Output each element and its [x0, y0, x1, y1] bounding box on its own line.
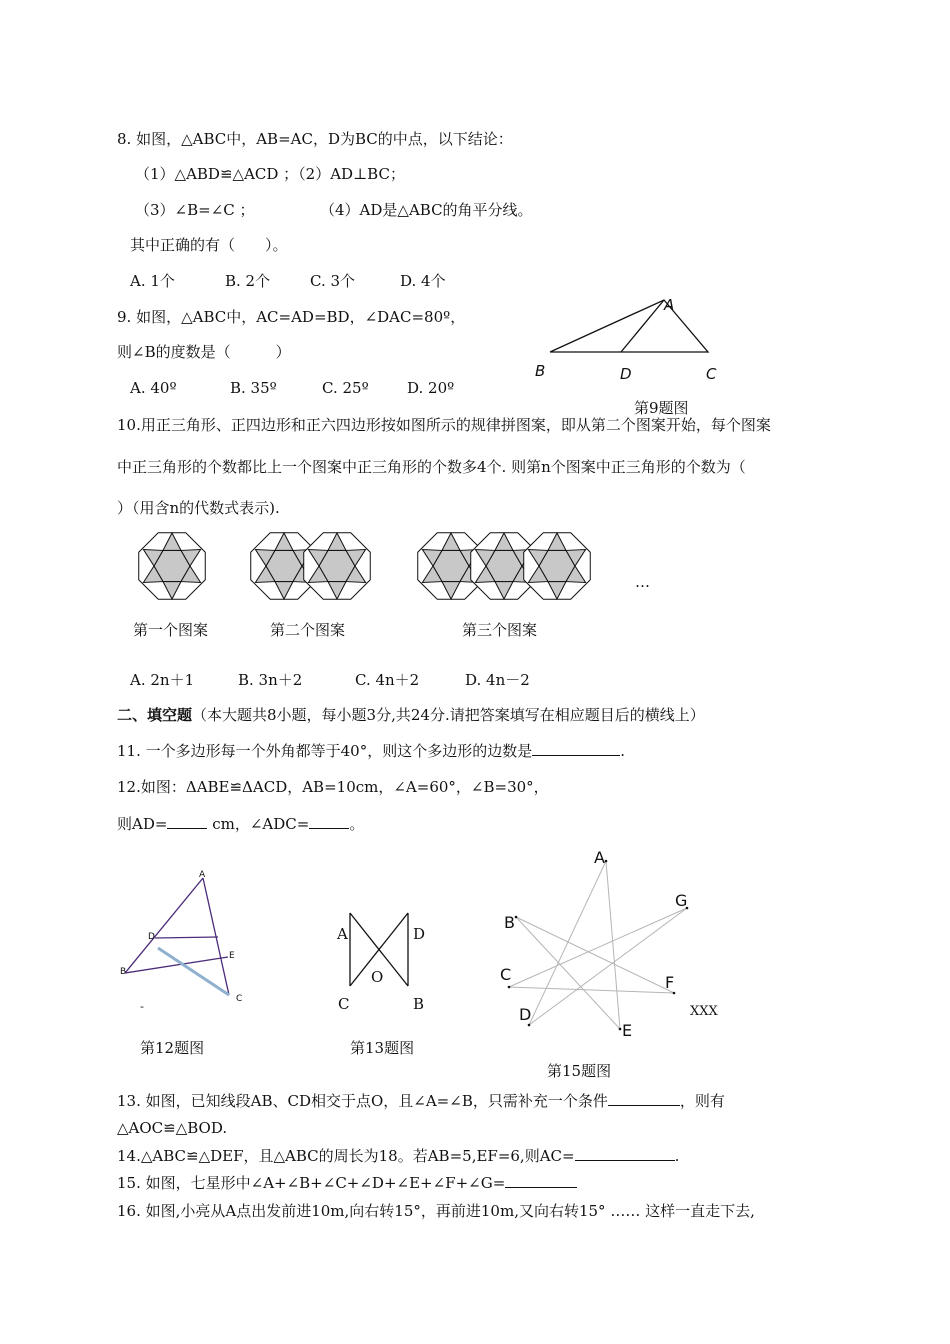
q10-caption-2: 第二个图案 [270, 621, 346, 639]
q9-label-c: C [706, 365, 717, 383]
fig12-label-b: B [120, 967, 127, 977]
star-vertex [515, 916, 518, 919]
q9-label-b: B [535, 362, 546, 380]
fig15-label-e: E [622, 1021, 633, 1040]
q15-answer-blank[interactable] [505, 1173, 577, 1188]
star-edge [516, 917, 620, 1029]
q14-text: 14.△ABC≌△DEF，且△ABC的周长为18。若AB=5,EF=6,则AC= [117, 1147, 575, 1165]
q13-line-2: △AOC≌△BOD. [117, 1119, 228, 1137]
star-edge [516, 917, 674, 993]
q14-answer-blank[interactable] [575, 1146, 675, 1161]
q10-line-3: ）（用含n的代数式表示). [117, 499, 280, 517]
q8-conclusion-4: （4）AD是△ABC的角平分线。 [320, 201, 533, 219]
q10-line-1: 10.用正三角形、正四边形和正六四边形按如图所示的规律拼图案，即从第二个图案开始，每个图案 [117, 416, 771, 434]
star-vertex [619, 1028, 622, 1031]
q13-answer-blank[interactable] [608, 1091, 680, 1106]
fig15-label-a: A [594, 848, 605, 867]
q8-stem: 8. 如图，△ABC中，AB=AC，D为BC的中点，以下结论： [117, 130, 513, 148]
q10-option-b: B. 3n＋2 [238, 671, 303, 689]
fig13-label-c: C [338, 995, 350, 1013]
fig15-label-b: B [504, 913, 515, 932]
q12-line-1: 12.如图：ΔABE≌ΔACD，AB=10cm，∠A=60°，∠B=30°， [117, 778, 549, 796]
q9-label-d: D [620, 365, 632, 383]
q14-line: 14.△ABC≌△DEF，且△ABC的周长为18。若AB=5,EF=6,则AC= . [117, 1147, 680, 1165]
q9-option-b: B. 35º [230, 379, 277, 397]
q12-ad-label: 则AD= [117, 815, 168, 833]
q10-option-c: C. 4n＋2 [355, 671, 420, 689]
q10-option-a: A. 2n＋1 [130, 671, 195, 689]
star-vertex [508, 986, 511, 989]
fig13-label-d: D [413, 925, 426, 943]
q8-option-c: C. 3个 [310, 272, 356, 290]
fig15-caption: 第15题图 [547, 1062, 612, 1080]
q8-option-a: A. 1个 [130, 272, 175, 290]
fig13-label-a: A [337, 925, 348, 943]
q10-caption-3: 第三个图案 [462, 621, 538, 639]
q8-conclusion-3: （3）∠B=∠C ； [135, 201, 255, 219]
fig12-label-e: E [229, 951, 235, 961]
star-edge [509, 987, 674, 993]
star-vertex [673, 992, 676, 995]
q10-option-d: D. 4n－2 [465, 671, 530, 689]
fig12-caption: 第12题图 [140, 1039, 205, 1057]
q8-ask: 其中正确的有（ ）。 [130, 236, 288, 254]
q9-option-c: C. 25º [322, 379, 369, 397]
star-edge [509, 908, 687, 987]
q15-line [117, 1173, 577, 1193]
fig12-label-c: C [236, 994, 243, 1004]
fig15-note: XXX [690, 1004, 718, 1019]
q13-line-1 [117, 1091, 725, 1111]
fig15-label-g: G [675, 891, 688, 910]
q16-line: 16. 如图,小亮从A点出发前进10m,向右转15°，再前进10m,又向右转15° …… 这样一直走下去, [117, 1202, 755, 1220]
q13-text-end: ，则有 [679, 1092, 725, 1110]
q10-ellipsis: … [635, 573, 650, 591]
star-vertex [528, 1024, 531, 1027]
q12-end: 。 [349, 815, 365, 833]
star-edge [529, 908, 687, 1025]
fig15-label-c: C [500, 965, 512, 984]
fig13-label-b: B [413, 995, 425, 1013]
q10-caption-1: 第一个图案 [133, 621, 209, 639]
q11-line: 11. 一个多边形每一个外角都等于40°，则这个多边形的边数是 . [117, 742, 625, 760]
star-vertex [605, 860, 608, 863]
q8-option-d: D. 4个 [400, 272, 446, 290]
q9-stem: 9. 如图，△ABC中，AC=AD=BD，∠DAC=80º， [117, 308, 466, 326]
q9-caption: 第9题图 [634, 399, 689, 417]
q8-option-b: B. 2个 [225, 272, 271, 290]
section-2-desc: （本大题共8小题，每小题3分,共24分.请把答案填写在相应题目后的横线上） [192, 706, 705, 724]
q9-label-a: A [664, 296, 675, 314]
q9-ask: 则∠B的度数是（ ） [117, 343, 291, 361]
q9-option-d: D. 20º [407, 379, 455, 397]
fig15-label-d: D [519, 1005, 532, 1024]
q12-adc-label: cm，∠ADC= [207, 815, 310, 833]
fig12-label-a: A [199, 870, 206, 880]
q10-line-2: 中正三角形的个数都比上一个图案中正三角形的个数多4个. 则第n个图案中正三角形的个数为（ [117, 458, 746, 476]
q13-text: 13. 如图，已知线段AB、CD相交于点O，且∠A=∠B，只需补充一个条件 [117, 1092, 608, 1110]
fig13-caption: 第13题图 [350, 1039, 415, 1057]
q8-conclusion-1-2: （1）△ABD≌△ACD ；（2）AD⊥BC； [135, 165, 405, 183]
fig12-label-d: D [148, 932, 155, 942]
q9-option-a: A. 40º [130, 379, 177, 397]
fig15-label-f: F [665, 973, 675, 992]
fig13-label-o: O [371, 968, 384, 986]
fig12-dash: - [140, 1000, 144, 1013]
q15-text: 15. 如图，七星形中∠A+∠B+∠C+∠D+∠E+∠F+∠G= [117, 1174, 506, 1192]
section-2-title: 二、填空题 [117, 706, 193, 724]
q11-text: 11. 一个多边形每一个外角都等于40°，则这个多边形的边数是 [117, 742, 533, 760]
star-edge [606, 861, 620, 1029]
